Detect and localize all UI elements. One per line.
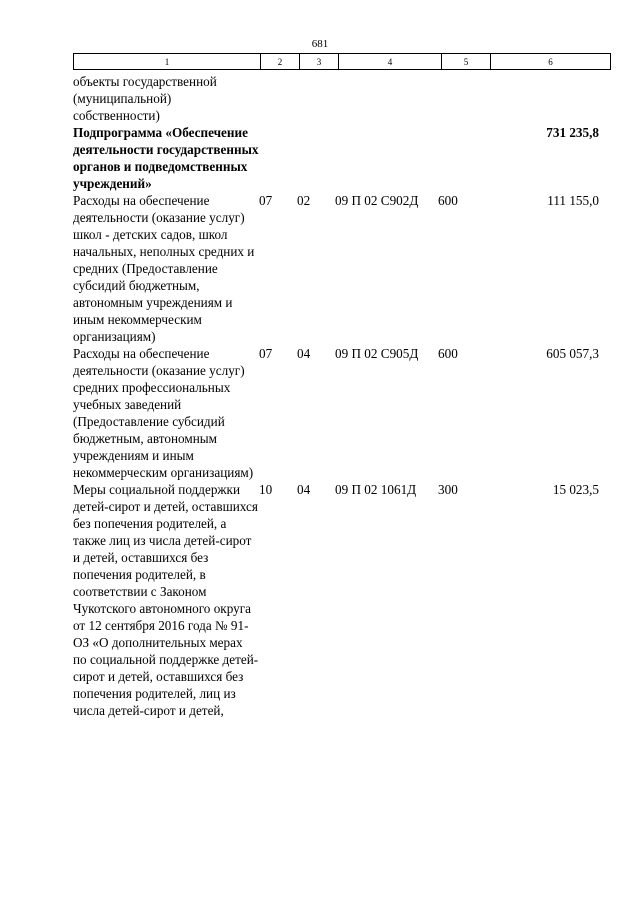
header-col-6: 6 xyxy=(491,54,611,70)
row-subsection: 02 xyxy=(297,193,311,208)
row-subsection: 04 xyxy=(297,346,311,361)
column-number-header xyxy=(73,53,611,70)
table-row xyxy=(73,345,599,481)
row-expense-type: 300 xyxy=(438,482,458,497)
row-target-article xyxy=(335,124,438,192)
header-col-3: 3 xyxy=(300,54,339,70)
row-name: Расходы на обеспечение деятельности (оказание услуг) школ - детских садов, школ начальных, неполных средних и средних (Предоставление субсидий бюджетным, автономным учреждениям и иным некоммерческим организациям) xyxy=(73,193,255,344)
table-row xyxy=(73,124,599,192)
row-subsection xyxy=(297,73,335,124)
row-section xyxy=(259,73,297,124)
row-section: 07 xyxy=(259,193,273,208)
row-name: объекты государственной (муниципальной) собственности) xyxy=(73,74,217,123)
row-subsection: 04 xyxy=(297,482,311,497)
row-amount: 111 155,0 xyxy=(547,193,599,208)
row-target-article: 09 П 02 С902Д xyxy=(335,193,419,208)
row-section xyxy=(259,124,297,192)
row-target-article: 09 П 02 С905Д xyxy=(335,346,419,361)
header-col-5: 5 xyxy=(442,54,491,70)
row-name: Расходы на обеспечение деятельности (оказание услуг) средних профессиональных учебных заведений (Предоставление субсидий бюджетным, автономным учреждениям и иным некоммерческим организациям) xyxy=(73,346,254,480)
row-name: Меры социальной поддержки детей-сирот и детей, оставшихся без попечения родителей, а также лиц из числа детей-сирот и детей, оставшихся без попечения родителей, в соответствии с Законом Чукотского автономного округа от 12 сентября 2016 года № 91-ОЗ «О дополнительных мерах по социальной поддержке детей-сирот и детей, оставшихся без попечения родителей, лиц из числа детей-сирот и детей, xyxy=(73,482,259,718)
row-section: 07 xyxy=(259,346,273,361)
table-row xyxy=(73,192,599,345)
table-row xyxy=(73,73,599,124)
row-expense-type: 600 xyxy=(438,346,458,361)
row-expense-type xyxy=(438,73,473,124)
row-amount xyxy=(473,73,599,124)
row-amount: 15 023,5 xyxy=(552,482,599,497)
table-row xyxy=(73,481,599,719)
row-amount: 731 235,8 xyxy=(546,125,599,140)
row-target-article: 09 П 02 1061Д xyxy=(335,482,417,497)
row-target-article xyxy=(335,73,438,124)
page-number: 681 xyxy=(311,38,329,50)
row-name: Подпрограмма «Обеспечение деятельности государственных органов и подведомственных учреждений» xyxy=(73,125,259,191)
row-subsection xyxy=(297,124,335,192)
row-section: 10 xyxy=(259,482,273,497)
row-expense-type xyxy=(438,124,473,192)
budget-table xyxy=(73,73,599,719)
row-amount: 605 057,3 xyxy=(546,346,599,361)
header-col-4: 4 xyxy=(339,54,442,70)
row-expense-type: 600 xyxy=(438,193,458,208)
header-col-1: 1 xyxy=(74,54,261,70)
header-col-2: 2 xyxy=(261,54,300,70)
